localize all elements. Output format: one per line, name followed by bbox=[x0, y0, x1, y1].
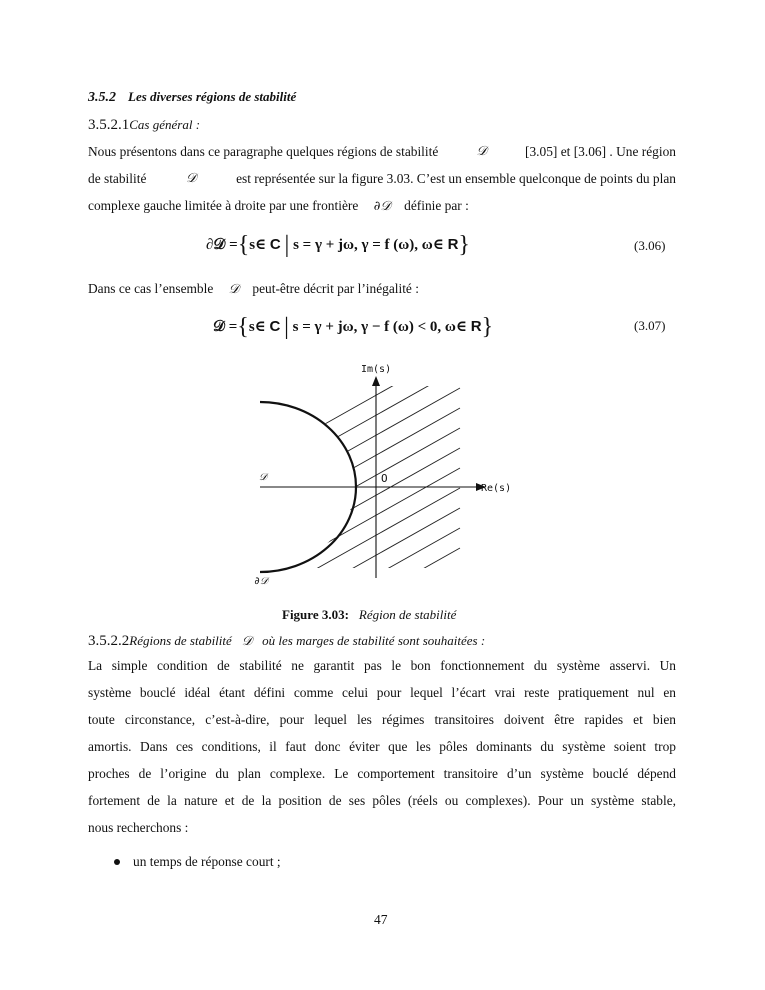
text-run: de stabilité bbox=[88, 171, 147, 186]
paragraph-3-line-6: fortement de la nature et de la position de ses pôles (réels ou complexes). Pour un système stable, bbox=[88, 793, 676, 808]
subsection-1-heading bbox=[88, 116, 200, 134]
text-run: définie par : bbox=[404, 198, 469, 213]
equation-3-06-number: (3.06) bbox=[634, 238, 666, 253]
imaginary-axis-label: Im(s) bbox=[361, 364, 392, 375]
bullet-item: un temps de réponse court ; bbox=[133, 854, 281, 869]
equation-body: s = γ + jω, γ = f (ω), ω∈ bbox=[293, 237, 444, 253]
equation-3-06 bbox=[206, 232, 470, 259]
subsection-2-number: 3.5.2.2 bbox=[88, 633, 130, 649]
bullet-marker bbox=[114, 859, 120, 865]
equation-3-07-number: (3.07) bbox=[634, 318, 666, 333]
caption-label: Figure 3.03: bbox=[282, 607, 349, 622]
stability-region-figure bbox=[240, 358, 530, 593]
domain-symbol: 𝒟 bbox=[186, 171, 197, 186]
real-set: R bbox=[447, 236, 459, 253]
text-run: complexe gauche limitée à droite par une frontière bbox=[88, 198, 359, 213]
close-brace: } bbox=[481, 314, 494, 340]
paragraph-3-line-1: La simple condition de stabilité ne garantit pas le bon fonctionnement du système asservi. Un bbox=[88, 658, 676, 673]
equation-set-var: s∈ bbox=[248, 319, 266, 335]
section-heading bbox=[88, 88, 296, 106]
page-number: 47 bbox=[374, 912, 388, 927]
domain-symbol: 𝒟 bbox=[241, 634, 253, 649]
caption-text: Région de stabilité bbox=[358, 607, 457, 622]
boundary-symbol: ∂𝒟 bbox=[373, 199, 391, 214]
close-brace: } bbox=[458, 232, 470, 258]
equation-lhs: ∂𝒟 = bbox=[206, 237, 238, 253]
paragraph-3-line-5: proches de l’origine du plan complexe. Le comportement transitoire d’un système bouclé dépend bbox=[88, 766, 676, 781]
bar: | bbox=[284, 232, 290, 258]
section-title: Les diverses régions de stabilité bbox=[128, 89, 297, 104]
equation-3-07 bbox=[213, 314, 493, 341]
domain-symbol: 𝒟 bbox=[228, 282, 240, 297]
text-run: [3.05] et [3.06] . Une région bbox=[525, 144, 676, 159]
equation-body: s = γ + jω, γ − f (ω) < 0, ω∈ bbox=[292, 319, 467, 335]
complex-set: C bbox=[269, 236, 281, 253]
equation-lhs: 𝒟 = bbox=[213, 319, 238, 335]
paragraph-1-line-2 bbox=[88, 165, 676, 193]
imaginary-axis-arrow bbox=[372, 376, 380, 386]
text-run: Dans ce cas l’ensemble bbox=[88, 281, 214, 296]
text-run: peut-être décrit par l’inégalité : bbox=[252, 281, 419, 296]
bar: | bbox=[284, 314, 289, 340]
paragraph-3-line-2: système bouclé idéal étant défini comme celui pour lequel l’écart vrai reste pratiquement nul en bbox=[88, 685, 676, 700]
text-run: Nous présentons dans ce paragraphe quelques régions de stabilité bbox=[88, 144, 439, 159]
subsection-1-title: Cas général : bbox=[129, 117, 201, 132]
paragraph-3-line-7: nous recherchons : bbox=[88, 820, 189, 835]
section-number: 3.5.2 bbox=[88, 90, 116, 105]
figure-caption bbox=[282, 606, 456, 624]
text-run: est représentée sur la figure 3.03. C’est un ensemble quelconque de points du plan bbox=[236, 171, 676, 186]
hatch-lines bbox=[300, 358, 460, 593]
open-brace: { bbox=[237, 232, 250, 258]
equation-set-var: s∈ bbox=[249, 237, 267, 253]
paragraph-1-line-3 bbox=[88, 192, 469, 221]
open-brace: { bbox=[237, 314, 249, 340]
subsection-2-title: Régions de stabilité bbox=[129, 633, 232, 648]
boundary-label: ∂𝒟 bbox=[254, 576, 269, 587]
subsection-1-number: 3.5.2.1 bbox=[88, 117, 130, 133]
region-label: 𝒟 bbox=[259, 472, 267, 483]
paragraph-1-line-1 bbox=[88, 138, 676, 166]
paragraph-3-line-3: toute circonstance, c’est-à-dire, pour lequel les régimes transitoires doivent être rapides et bien bbox=[88, 712, 676, 727]
origin-label: O bbox=[381, 472, 388, 485]
subsection-2-title-rest: où les marges de stabilité sont souhaitées : bbox=[262, 633, 486, 648]
subsection-2-heading bbox=[88, 632, 485, 650]
complex-set: C bbox=[269, 318, 281, 335]
real-set: R bbox=[470, 318, 482, 335]
real-axis-label: Re(s) bbox=[481, 483, 512, 494]
domain-symbol: 𝒟 bbox=[476, 144, 487, 159]
paragraph-2 bbox=[88, 275, 419, 304]
paragraph-3-line-4: amortis. Dans ces conditions, il faut donc éviter que les pôles dominants du système soient trop bbox=[88, 739, 676, 754]
